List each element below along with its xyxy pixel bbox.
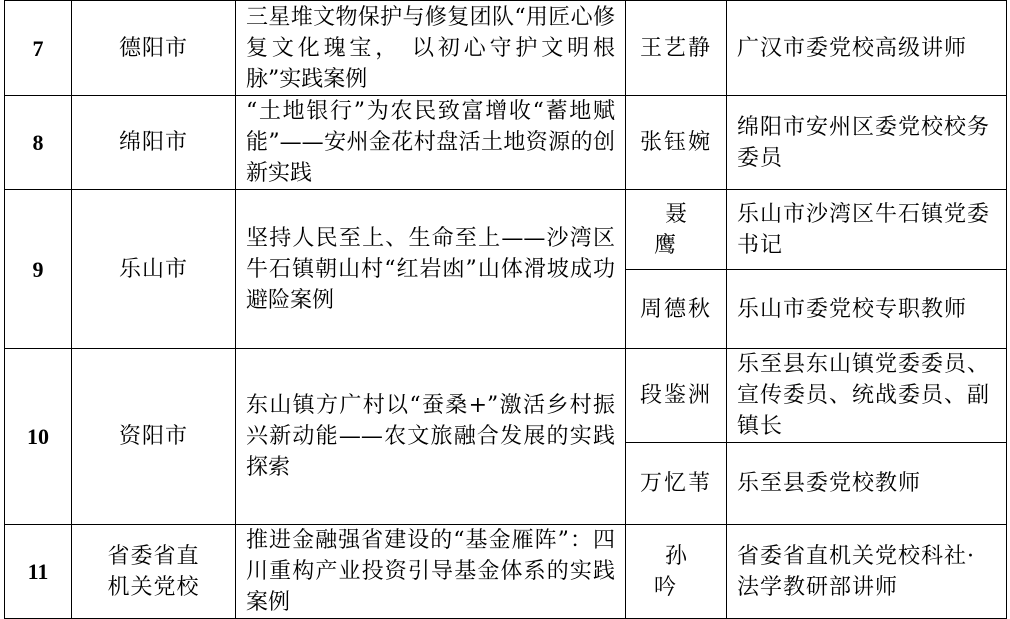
table-row: [5, 349, 1007, 443]
row-person-position: 乐山市沙湾区牛石镇党委书记: [727, 190, 1007, 270]
table-row: [5, 525, 1007, 619]
row-person-position: 省委省直机关党校科社·法学教研部讲师: [727, 525, 1007, 619]
row-case-title: 推进金融强省建设的“基金雁阵”：四川重构产业投资引导基金体系的实践案例: [236, 525, 626, 619]
row-person-name: 孙 吟: [626, 525, 727, 619]
row-person-position: 绵阳市安州区委党校校务委员: [727, 96, 1007, 190]
row-city: 德阳市: [72, 1, 236, 96]
row-city: 省委省直机关党校: [72, 525, 236, 619]
row-case-title: 三星堆文物保护与修复团队“用匠心修复文化瑰宝， 以初心守护文明根脉”实践案例: [236, 1, 626, 96]
row-person-position: 乐至县委党校教师: [727, 443, 1007, 525]
row-case-title: 坚持人民至上、生命至上——沙湾区牛石镇朝山村“红岩凼”山体滑坡成功避险案例: [236, 190, 626, 349]
row-person-position: 广汉市委党校高级讲师: [727, 1, 1007, 96]
table-row: [5, 1, 1007, 96]
row-person-name: 王艺静: [626, 1, 727, 96]
row-person-name: 周德秋: [626, 270, 727, 349]
table-row: [5, 96, 1007, 190]
row-number: 11: [5, 525, 72, 619]
row-person-name: 段鉴洲: [626, 349, 727, 443]
row-person-position: 乐山市委党校专职教师: [727, 270, 1007, 349]
row-case-title: 东山镇方广村以“蚕桑+”激活乡村振兴新动能——农文旅融合发展的实践探索: [236, 349, 626, 525]
row-city: 绵阳市: [72, 96, 236, 190]
row-person-position: 乐至县东山镇党委委员、宣传委员、统战委员、副镇长: [727, 349, 1007, 443]
row-number: 9: [5, 190, 72, 349]
row-person-name: 聂 鹰: [626, 190, 727, 270]
row-person-name: 张钰婉: [626, 96, 727, 190]
row-number: 7: [5, 1, 72, 96]
row-number: 10: [5, 349, 72, 525]
row-number: 8: [5, 96, 72, 190]
row-case-title: “土地银行”为农民致富增收“蓄地赋能”——安州金花村盘活土地资源的创新实践: [236, 96, 626, 190]
row-person-name: 万忆苇: [626, 443, 727, 525]
case-table: [4, 0, 1007, 619]
row-city: 资阳市: [72, 349, 236, 525]
table-row: [5, 190, 1007, 270]
row-city: 乐山市: [72, 190, 236, 349]
